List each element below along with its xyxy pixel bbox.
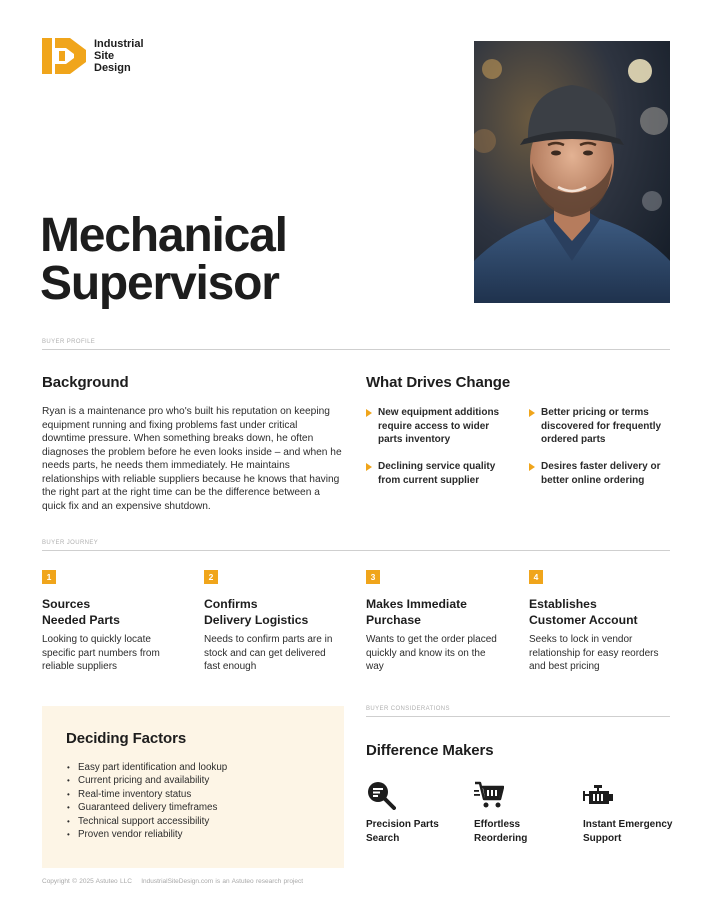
divider (42, 349, 670, 350)
difference-maker-label: Effortless Reordering (474, 819, 528, 844)
divider (366, 716, 670, 717)
footer (42, 878, 303, 885)
list-item: • Real-time inventory status (66, 788, 344, 801)
driver-item (366, 460, 506, 487)
step-description: Seeks to lock in vendor relationship for easy reorders and best pricing (529, 634, 659, 672)
divider (42, 550, 670, 551)
drives-change-heading: What Drives Change (366, 374, 511, 391)
driver-item (529, 406, 669, 447)
step-number: 1 (42, 570, 56, 584)
driver-text: New equipment additions require access to wider parts inventory (378, 407, 500, 445)
copyright-text: Copyright © 2025 Astuteo LLC (42, 878, 132, 885)
cart-icon (474, 780, 504, 810)
triangle-bullet-icon (366, 409, 372, 417)
difference-maker-item (366, 780, 476, 845)
brand-logo[interactable] (42, 38, 154, 74)
deciding-factors-heading: Deciding Factors (66, 730, 187, 747)
search-icon (366, 780, 396, 810)
triangle-bullet-icon (366, 463, 372, 471)
journey-step (42, 570, 177, 674)
triangle-bullet-icon (529, 463, 535, 471)
difference-makers-heading: Difference Makers (366, 742, 494, 759)
journey-step (366, 570, 501, 674)
footer-note[interactable]: IndustrialSiteDesign.com is an Astuteo research project (141, 878, 304, 885)
list-item: • Proven vendor reliability (66, 828, 344, 841)
step-description: Looking to quickly locate specific part numbers from reliable suppliers (42, 634, 160, 672)
journey-step (529, 570, 664, 674)
section-label-buyer-considerations: BUYER CONSIDERATIONS (366, 706, 450, 712)
journey-step (204, 570, 339, 674)
step-number: 4 (529, 570, 543, 584)
logo-icon (42, 38, 86, 74)
driver-text: Desires faster delivery or better online ordering (541, 461, 661, 486)
background-text: Ryan is a maintenance pro who's built his reputation on keeping equipment running and fixing problems fast under critical downtime pressure. When something breaks down, he often diagnoses the problem before he even looks inside – and when he needs parts, he needs them immediately. He maintains relationships with reliable suppliers because he knows that having the right part at the right time can be the difference between a quick fix and an expensive shutdown. (42, 406, 342, 512)
step-title: Establishes Customer Account (529, 597, 638, 627)
triangle-bullet-icon (529, 409, 535, 417)
list-item: • Guaranteed delivery timeframes (66, 801, 344, 814)
portrait-image (474, 41, 670, 303)
engine-icon (583, 780, 613, 810)
section-label-buyer-journey: BUYER JOURNEY (42, 540, 99, 546)
persona-photo (474, 41, 670, 303)
deciding-factors-list (66, 761, 344, 841)
background-heading: Background (42, 374, 129, 391)
difference-maker-label: Instant Emergency Support (583, 819, 673, 844)
difference-maker-label: Precision Parts Search (366, 819, 439, 844)
deciding-factors-panel (42, 706, 344, 868)
driver-item (529, 460, 669, 487)
driver-item (366, 406, 506, 447)
step-number: 2 (204, 570, 218, 584)
step-number: 3 (366, 570, 380, 584)
driver-text: Declining service quality from current supplier (378, 461, 496, 486)
step-title: Sources Needed Parts (42, 597, 120, 627)
difference-maker-item (474, 780, 584, 845)
step-description: Wants to get the order placed quickly and know its on the way (366, 634, 497, 672)
list-item: • Easy part identification and lookup (66, 761, 344, 774)
list-item: • Technical support accessibility (66, 815, 344, 828)
page-title: Mechanical Supervisor (40, 209, 287, 310)
step-title: Makes Immediate Purchase (366, 597, 467, 627)
section-label-buyer-profile: BUYER PROFILE (42, 339, 96, 345)
brand-name: Industrial Site Design (94, 38, 144, 74)
difference-maker-item (583, 780, 693, 845)
list-item: • Current pricing and availability (66, 774, 344, 787)
driver-text: Better pricing or terms discovered for frequently ordered parts (541, 407, 662, 445)
step-description: Needs to confirm parts are in stock and can get delivered fast enough (204, 634, 333, 672)
step-title: Confirms Delivery Logistics (204, 597, 309, 627)
